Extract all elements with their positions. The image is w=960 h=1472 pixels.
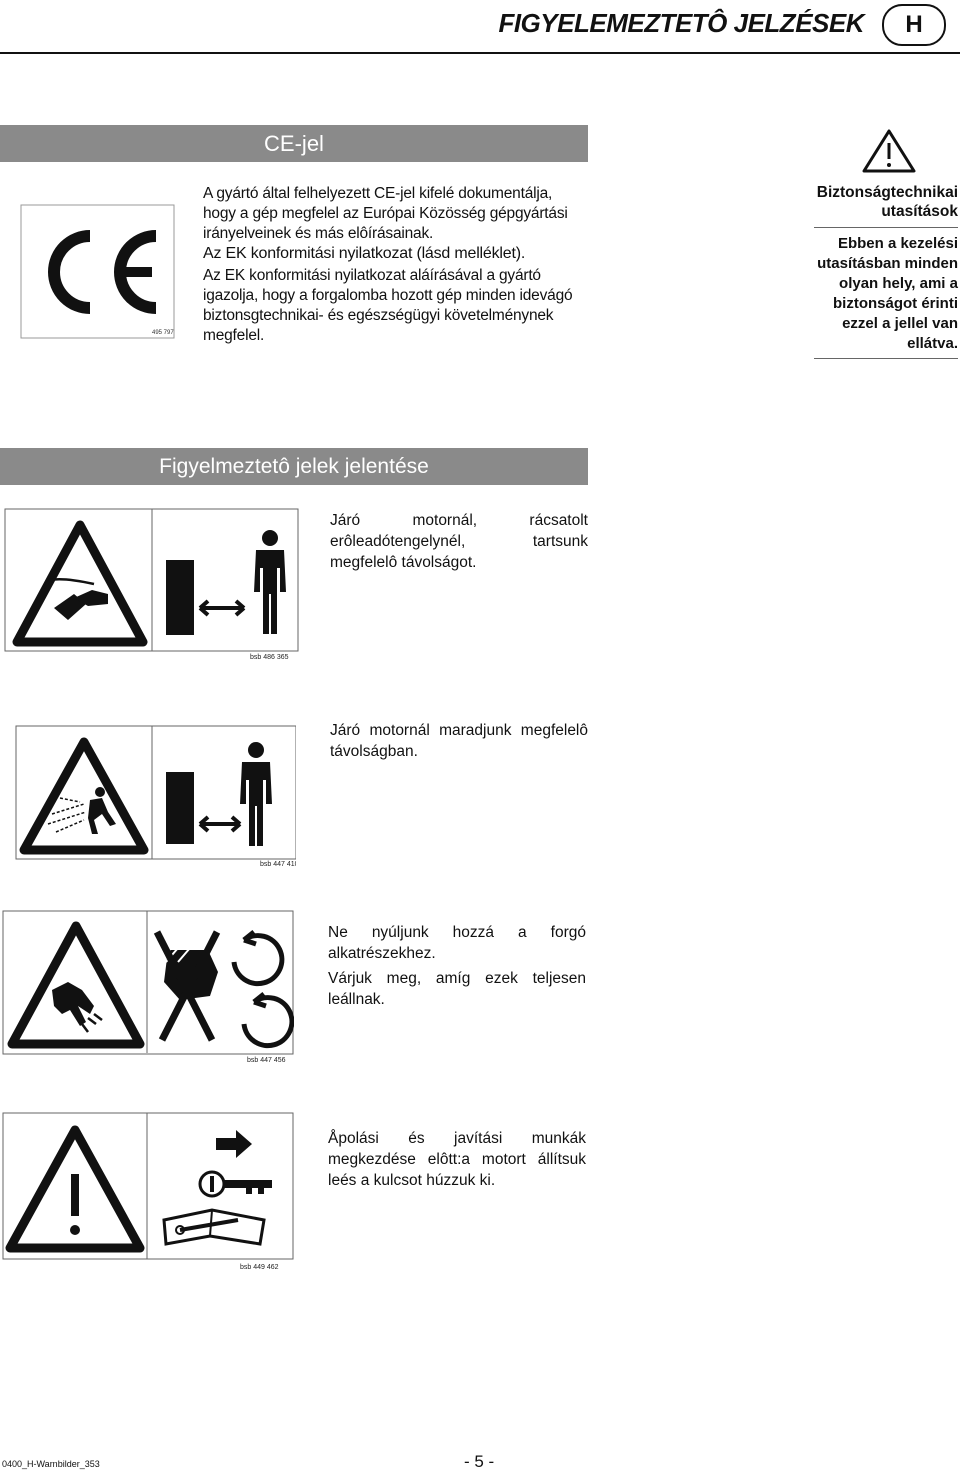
sign-code: bsb 449 462 <box>240 1264 279 1271</box>
sign-rotating-parts <box>2 910 294 1068</box>
safety-instructions-box <box>814 128 958 359</box>
ce-mark-icon <box>20 204 175 339</box>
thrown-objects-warning-icon <box>4 716 296 870</box>
footer-page-number: - 5 - <box>464 1452 495 1471</box>
footer-doc-code: 0400_H-Warnbilder_353 <box>2 1459 100 1469</box>
rotating-parts-warning-icon <box>2 910 294 1068</box>
warning-signs-section-bar <box>0 448 588 485</box>
warning-signs-title: Figyelmeztetô jelek jelentése <box>159 454 429 478</box>
pto-shaft-warning-icon <box>4 508 300 662</box>
sign-text: Ne nyúljunk hozzá a forgó alkatrészekhez. <box>328 924 586 962</box>
maintenance-warning-icon <box>2 1112 294 1272</box>
sign-pto-description <box>330 510 588 577</box>
sign-rotating-parts-description <box>328 922 586 1014</box>
safety-divider <box>814 227 958 228</box>
safety-bottom-divider <box>814 358 958 359</box>
ce-mark-card <box>20 204 175 339</box>
ce-paragraph-1: A gyártó által felhelyezett CE-jel kifelé dokumentálja, hogy a gép megfelel az Európai Közösség gépgyártási irányelveinek és más elôírásainak. <box>203 185 568 242</box>
ce-declaration-line: Az EK konformitási nyilatkozat (lásd melléklet). <box>203 245 526 262</box>
ce-section-title: CE-jel <box>264 130 324 156</box>
ce-paragraph-2: Az EK konformitási nyilatkozat aláírásával a gyártó igazolja, hogy a forgalomba hozott gép minden idevágó biztonsgtechnikai- és egészségügyi követelménynek megfelel. <box>203 267 573 344</box>
warning-triangle-icon <box>861 128 917 174</box>
safety-heading: Biztonságtechnikai utasítások <box>816 184 958 220</box>
sign-text: Åpolási és javítási munkák megkezdése elôtt:a motort állítsuk leés a kulcsot húzzuk ki. <box>328 1130 586 1189</box>
sign-maintenance <box>2 1112 294 1272</box>
sign-maintenance-description <box>328 1128 586 1195</box>
sign-code: bsb 447 410 <box>260 861 296 868</box>
sign-text: Várjuk meg, amíg ezek teljesen leállnak. <box>328 970 586 1008</box>
ce-section-bar <box>0 125 588 162</box>
sign-text: Járó motornál, rácsatolt erôleadótengelynél, tartsunk megfelelô távolságot. <box>330 512 588 571</box>
sign-code: bsb 447 456 <box>247 1057 286 1064</box>
page-title: FIGYELEMEZTETÔ JELZÉSEK <box>498 8 864 38</box>
ce-card-code: 495 797 <box>152 330 174 336</box>
header-rule <box>0 52 960 54</box>
sign-text: Járó motornál maradjunk megfelelô távolságban. <box>330 722 588 760</box>
sign-running-engine-distance <box>4 716 296 870</box>
sign-running-engine-description <box>330 720 588 766</box>
ce-description <box>203 184 588 346</box>
sign-pto-distance <box>4 508 300 662</box>
language-badge: H <box>882 4 946 46</box>
sign-code: bsb 486 365 <box>250 654 289 661</box>
safety-body: Ebben a kezelési utasításban minden olyan hely, ami a biztonságot érinti ezzel a jellel van ellátva. <box>817 235 958 352</box>
